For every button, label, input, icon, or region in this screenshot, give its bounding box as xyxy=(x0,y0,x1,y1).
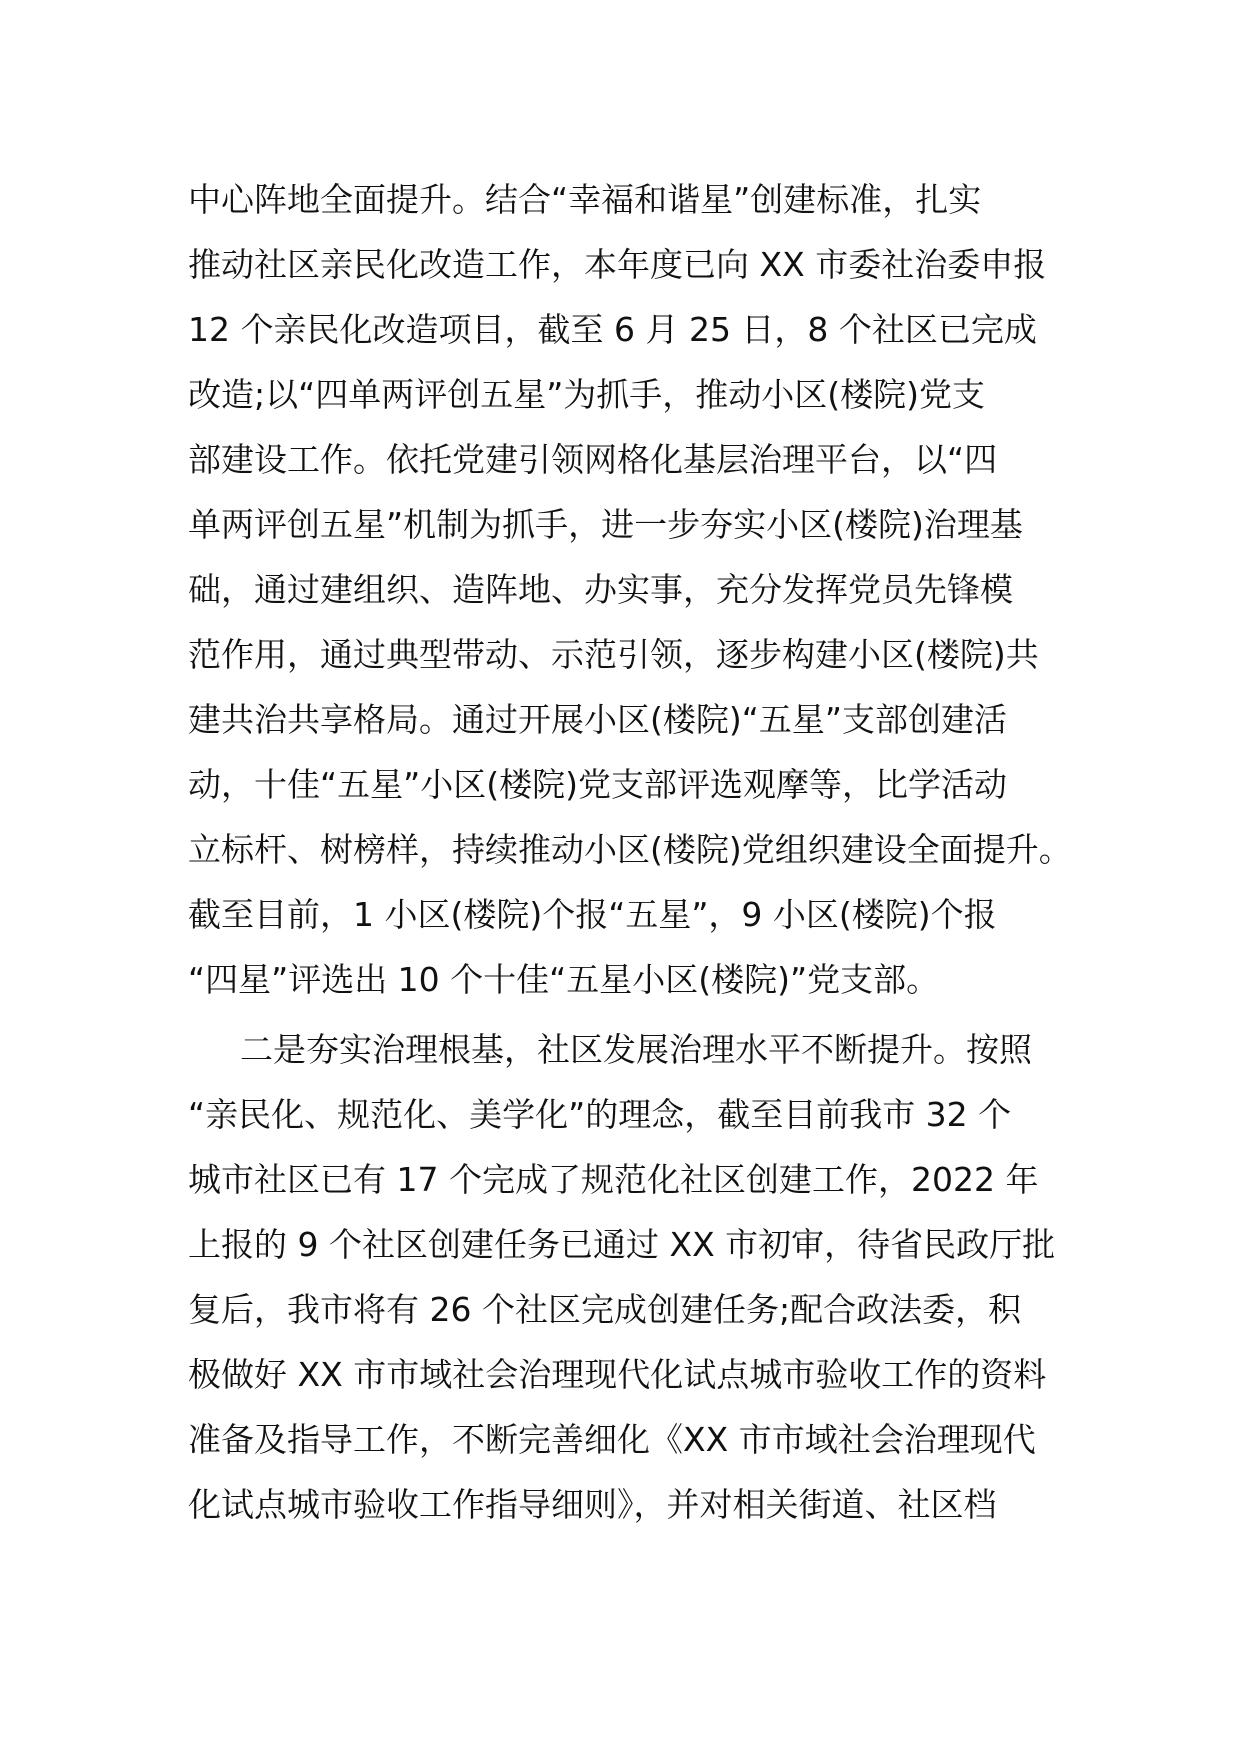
text-line: 上报的 9 个社区创建任务已通过 XX 市初审，待省民政厅批 xyxy=(188,1225,1056,1264)
text-line: 单两评创五星”机制为抓手，进一步夯实小区(楼院)治理基 xyxy=(188,505,1023,544)
text-line: 准备及指导工作，不断完善细化《XX 市市域社会治理现代 xyxy=(188,1420,1036,1459)
text-line: 建共治共享格局。通过开展小区(楼院)“五星”支部创建活 xyxy=(188,700,1007,739)
text-line: 极做好 XX 市市域社会治理现代化试点城市验收工作的资料 xyxy=(188,1355,1047,1394)
text-line: 础，通过建组织、造阵地、办实事，充分发挥党员先锋模 xyxy=(188,570,1013,609)
text-line: 推动社区亲民化改造工作，本年度已向 XX 市委社治委申报 xyxy=(188,245,1047,284)
paragraph-first-line: 二是夯实治理根基，社区发展治理水平不断提升。按照 xyxy=(240,1030,1032,1069)
text-line: “亲民化、规范化、美学化”的理念，截至目前我市 32 个 xyxy=(188,1095,1012,1134)
text-line: “四星”评选出 10 个十佳“五星小区(楼院)”党支部。 xyxy=(188,960,940,999)
text-line: 动，十佳“五星”小区(楼院)党支部评选观摩等，比学活动 xyxy=(188,765,1007,804)
text-line: 部建设工作。依托党建引领网格化基层治理平台，以“四 xyxy=(188,440,998,479)
text-line: 复后，我市将有 26 个社区完成创建任务;配合政法委，积 xyxy=(188,1290,1022,1329)
text-line: 截至目前，1 小区(楼院)个报“五星”，9 小区(楼院)个报 xyxy=(188,895,997,934)
text-line: 城市社区已有 17 个完成了规范化社区创建工作，2022 年 xyxy=(188,1160,1039,1199)
text-line: 中心阵地全面提升。结合“幸福和谐星”创建标准，扎实 xyxy=(188,180,982,219)
text-line: 改造;以“四单两评创五星”为抓手，推动小区(楼院)党支 xyxy=(188,375,986,414)
text-line: 12 个亲民化改造项目，截至 6 月 25 日，8 个社区已完成 xyxy=(188,310,1037,349)
text-line: 立标杆、树榜样，持续推动小区(楼院)党组织建设全面提升。 xyxy=(188,830,1072,869)
text-line: 化试点城市验收工作指导细则》，并对相关街道、社区档 xyxy=(188,1485,997,1524)
text-line: 范作用，通过典型带动、示范引领，逐步构建小区(楼院)共 xyxy=(188,635,1039,674)
